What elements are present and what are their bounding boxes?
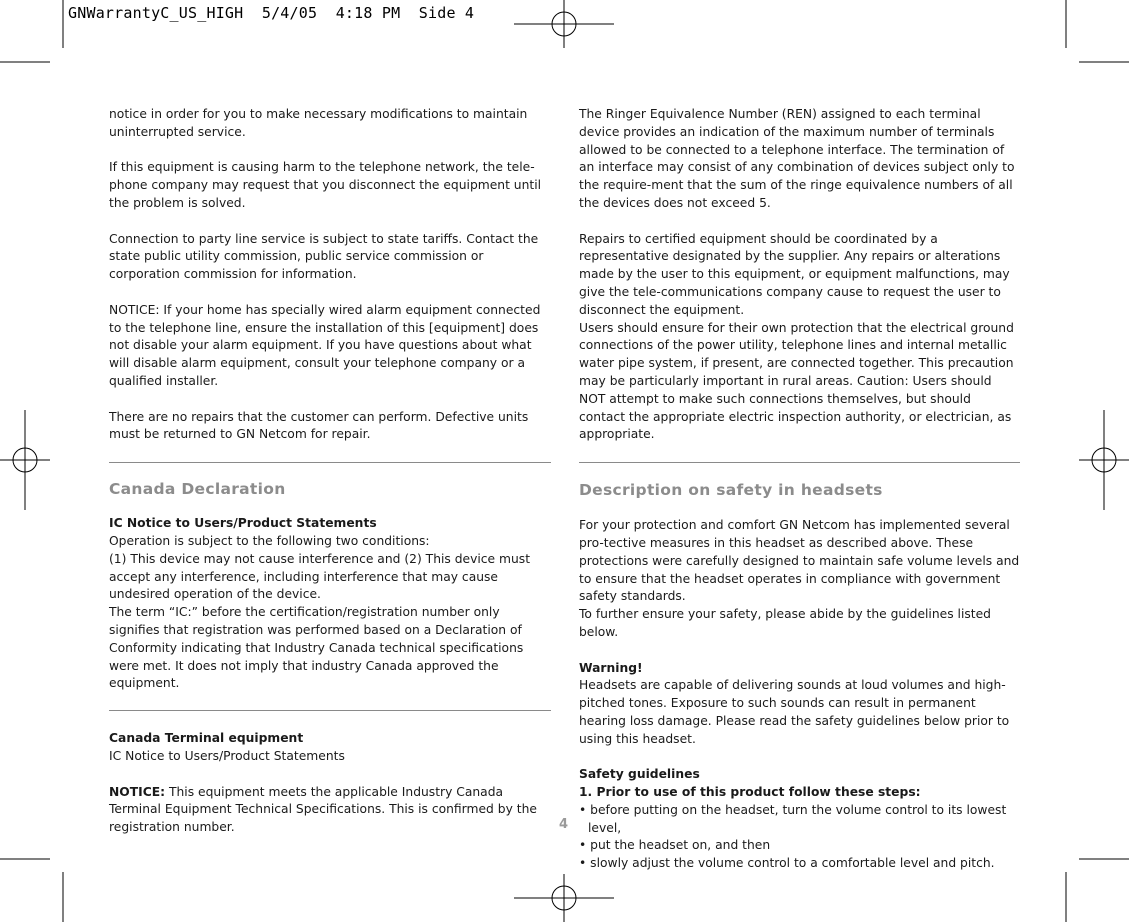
- ic-notice-title: IC Notice to Users/Product Statements: [109, 516, 377, 531]
- paragraph: (1) This device may not cause interference and (2) This device must accept any interference, including interference that may cause undesired operation of the device.: [109, 551, 531, 602]
- paragraph: Headsets are capable of delivering sounds at loud volumes and high-pitched tones. Exposure to such sounds can result in permanent hearing loss damage. Please read the safety guidelines below prior to using this headset.: [579, 678, 1010, 746]
- paragraph: Connection to party line service is subject to state tariffs. Contact the state public utility commission, public service commission or corporation commission for information.: [109, 231, 539, 282]
- paragraph: If this equipment is causing harm to the telephone network, the tele-phone company may request that you disconnect the equipment until the problem is solved.: [109, 160, 542, 210]
- registration-mark-left: [0, 410, 50, 510]
- paragraph: IC Notice to Users/Product Statements: [109, 748, 345, 763]
- warning-title: Warning!: [579, 660, 643, 675]
- paragraph: notice in order for you to make necessary modifications to maintain uninterrupted service.: [109, 107, 528, 139]
- registration-mark-bottom: [514, 874, 614, 922]
- notice-text: This equipment meets the applicable Industry Canada Terminal Equipment Technical Specifications. This is confirmed by the registration number.: [109, 784, 537, 835]
- list-item: • before putting on the headset, turn the volume control to its lowest level,: [579, 802, 1007, 835]
- safety-heading: Description on safety in headsets: [579, 481, 883, 500]
- page-number: 4: [559, 817, 569, 832]
- step-title: 1. Prior to use of this product follow these steps:: [579, 785, 921, 800]
- terminal-equipment-title: Canada Terminal equipment: [109, 731, 304, 746]
- paragraph: The term “IC:” before the certification/registration number only signifies that registration was performed based on a Declaration of Conformity indicating that Industry Canada technical specifications were met. It does not imply that industry Canada approved the equipment.: [109, 605, 524, 691]
- paragraph: There are no repairs that the customer can perform. Defective units must be returned to GN Netcom for repair.: [109, 409, 529, 442]
- safety-guidelines-title: Safety guidelines: [579, 767, 700, 782]
- canada-declaration-heading: Canada Declaration: [109, 480, 286, 499]
- paragraph: To further ensure your safety, please abide by the guidelines listed below.: [579, 607, 991, 639]
- paragraph: The Ringer Equivalence Number (REN) assigned to each terminal device provides an indication of the maximum number of terminals allowed to be connected to a telephone interface. The termination of an interface may consist of any combination of devices subject only to the require-ment that the sum of the ringe equivalence numbers of all the devices does not exceed 5.: [579, 107, 1015, 210]
- paragraph: Users should ensure for their own protection that the electrical ground connections of the power utility, telephone lines and internal metallic water pipe system, if present, are connected together. This precaution may be particularly important in rural areas. Caution: Users should NOT attempt to make such connections themselves, but should contact the appropriate electric inspection authority, or electrician, as appropriate.: [579, 320, 1014, 442]
- paragraph: For your protection and comfort GN Netcom has implemented several pro-tective measures in this headset as described above. These protections were carefully designed to maintain safe volume levels and to ensure that the headset operates in compliance with government safety standards.: [579, 518, 1020, 604]
- left-column: [109, 106, 551, 837]
- list-item: • put the headset on, and then: [579, 838, 771, 853]
- registration-mark-right: [1079, 410, 1129, 510]
- right-column: [579, 106, 1020, 873]
- notice-label: NOTICE:: [109, 784, 166, 799]
- print-slug: GNWarrantyC_US_HIGH 5/4/05 4:18 PM Side 4: [68, 4, 475, 22]
- notice-paragraph: [109, 784, 551, 837]
- paragraph: Operation is subject to the following two conditions:: [109, 533, 430, 548]
- list-item: • slowly adjust the volume control to a comfortable level and pitch.: [579, 856, 995, 871]
- paragraph: NOTICE: If your home has specially wired alarm equipment connected to the telephone line, ensure the installation of this [equipment] does not disable your alarm equipment. If you have questions about what will disable alarm equipment, consult your telephone company or a qualified installer.: [109, 302, 541, 388]
- registration-mark-top: [514, 0, 614, 48]
- paragraph: Repairs to certified equipment should be coordinated by a representative designated by the supplier. Any repairs or alterations made by the user to this equipment, or equipment malfunctions, may give the tele-communications company cause to request the user to disconnect the equipment.: [579, 231, 1010, 317]
